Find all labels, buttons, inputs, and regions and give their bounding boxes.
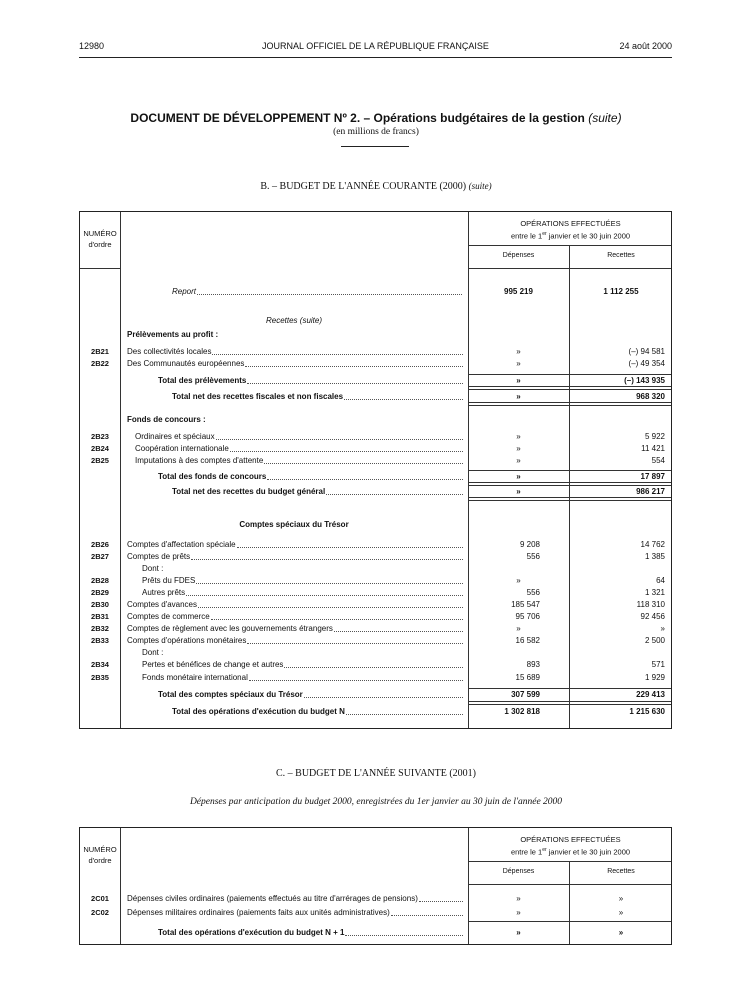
section-b-title <box>0 181 752 192</box>
section-c-note: Dépenses par anticipation du budget 2000, enregistrées du 1er janvier au 30 juin de l'année 2000 <box>189 797 563 807</box>
cell-depenses: » <box>516 908 521 917</box>
cell-recettes: 64 <box>656 576 665 585</box>
row-label <box>120 519 468 530</box>
document-title-main: DOCUMENT DE DÉVELOPPEMENT Nº 2. – Opérations budgétaires de la gestion <box>130 111 589 125</box>
leader-dots <box>304 689 463 698</box>
total-double-rule <box>468 402 671 406</box>
table-row-group-heading <box>80 647 671 658</box>
row-code: 2B22 <box>91 359 109 368</box>
leader-dots <box>267 471 463 480</box>
row-label <box>127 358 463 369</box>
total-double-rule <box>468 386 671 390</box>
row-code: 2B33 <box>91 636 109 645</box>
operations-period <box>468 229 673 242</box>
section-b-title-text: B. – BUDGET DE L'ANNÉE COURANTE (2000) <box>260 181 469 192</box>
column-header-depenses: Dépenses <box>502 868 535 875</box>
table-row-total <box>80 471 671 482</box>
row-label <box>127 623 463 634</box>
cell-recettes: (–) 49 354 <box>628 359 665 368</box>
cell-recettes: (–) 94 581 <box>628 347 665 356</box>
table-row-subheading <box>80 315 671 326</box>
table-row-group-heading <box>80 414 671 425</box>
table-row <box>80 623 671 634</box>
column-header-number <box>80 844 120 866</box>
cell-depenses: 307 599 <box>511 690 540 699</box>
row-code: 2B29 <box>91 588 109 597</box>
cell-recettes: 1 215 630 <box>629 707 665 716</box>
row-label-text: Dont : <box>142 564 164 573</box>
row-label <box>127 893 463 904</box>
table-row-report <box>80 286 671 297</box>
cell-depenses: » <box>516 392 521 401</box>
cell-depenses: » <box>516 576 521 585</box>
table-row <box>80 539 671 550</box>
row-label <box>120 315 468 326</box>
table-row <box>80 893 671 904</box>
period-sup: er <box>542 847 547 853</box>
column-header-number-line2: d'ordre <box>88 856 112 865</box>
cell-depenses: » <box>516 432 521 441</box>
row-code: 2B23 <box>91 432 109 441</box>
row-label <box>142 647 442 658</box>
period-text: entre le 1 <box>510 847 543 857</box>
running-header <box>79 41 672 55</box>
row-label-text: Comptes d'affectation spéciale <box>127 540 236 549</box>
cell-recettes: 986 217 <box>636 487 665 496</box>
row-label <box>142 659 463 670</box>
cell-depenses: 556 <box>526 588 540 597</box>
row-label-text: Coopération internationale <box>135 444 229 453</box>
cell-depenses: » <box>516 928 521 937</box>
table-row-total <box>80 689 671 700</box>
table-row-section-heading <box>80 519 671 530</box>
table-row-group-heading <box>80 563 671 574</box>
column-header-operations <box>468 835 673 858</box>
row-label <box>158 471 463 482</box>
row-code: 2B31 <box>91 612 109 621</box>
cell-depenses: 893 <box>526 660 540 669</box>
cell-recettes: » <box>618 894 624 903</box>
row-label <box>172 706 463 717</box>
budget-table-c <box>79 827 672 945</box>
row-label-text: Total net des recettes du budget général <box>172 487 326 496</box>
table-row-grand-total <box>80 706 671 717</box>
row-label <box>127 599 463 610</box>
row-label <box>142 587 463 598</box>
row-label <box>135 443 463 454</box>
column-header-operations <box>468 219 673 242</box>
row-code: 2B25 <box>91 456 109 465</box>
row-label-text: Comptes d'opérations monétaires <box>127 636 247 645</box>
cell-depenses: 15 689 <box>515 673 540 682</box>
row-label-text: Dont : <box>142 648 164 657</box>
row-label-text: Total net des recettes fiscales et non fiscales <box>172 392 344 401</box>
journal-title: JOURNAL OFFICIEL DE LA RÉPUBLIQUE FRANÇAISE <box>262 41 489 51</box>
cell-depenses: » <box>516 456 521 465</box>
leader-dots <box>212 346 463 355</box>
cell-recettes: 92 456 <box>640 612 665 621</box>
cell-recettes: 1 112 255 <box>603 287 639 296</box>
document-title <box>0 111 752 125</box>
row-label-text: Total des prélèvements <box>158 376 247 385</box>
cell-recettes: 17 897 <box>640 472 665 481</box>
leader-dots <box>249 672 463 681</box>
publication-date: 24 août 2000 <box>619 41 672 51</box>
row-label-text: Comptes spéciaux du Trésor <box>239 520 349 529</box>
table-row <box>80 575 671 586</box>
row-label <box>127 329 457 340</box>
cell-depenses: » <box>516 472 521 481</box>
table-row <box>80 659 671 670</box>
column-header-recettes: Recettes <box>607 252 635 259</box>
cell-recettes: 11 421 <box>641 444 665 453</box>
leader-dots <box>198 599 463 608</box>
leader-dots <box>326 486 463 495</box>
leader-dots <box>419 893 463 902</box>
table-row <box>80 346 671 357</box>
total-rule <box>468 921 671 922</box>
table-row-group-heading <box>80 329 671 340</box>
cell-depenses: » <box>516 894 521 903</box>
cell-depenses: » <box>516 444 521 453</box>
row-label-text: Comptes de règlement avec les gouvernements étrangers <box>127 624 333 633</box>
cell-depenses: 95 706 <box>515 612 540 621</box>
cell-recettes: 968 320 <box>636 392 665 401</box>
operations-title: OPÉRATIONS EFFECTUÉES <box>520 835 621 844</box>
cell-depenses: 9 208 <box>519 540 540 549</box>
cell-recettes: » <box>660 624 665 633</box>
column-header-depenses: Dépenses <box>502 252 535 259</box>
cell-depenses: » <box>516 376 521 385</box>
table-row <box>80 907 671 918</box>
row-label-text: Des collectivités locales <box>127 347 212 356</box>
row-code: 2B26 <box>91 540 109 549</box>
column-header-number-line1: NUMÉRO <box>83 229 117 238</box>
cell-recettes: 1 385 <box>644 552 665 561</box>
row-code: 2B21 <box>91 347 109 356</box>
column-header-number-line1: NUMÉRO <box>83 845 117 854</box>
leader-dots <box>284 659 463 668</box>
page-number: 12980 <box>79 41 105 51</box>
cell-depenses: 185 547 <box>511 600 540 609</box>
leader-dots <box>237 539 463 548</box>
row-label <box>127 907 463 918</box>
leader-dots <box>346 706 463 715</box>
document-subtitle: (en millions de francs) <box>333 127 419 137</box>
leader-dots <box>186 587 463 596</box>
header-divider <box>468 884 671 885</box>
cell-recettes: 229 413 <box>636 690 665 699</box>
table-row <box>80 672 671 683</box>
title-divider <box>341 146 409 147</box>
leader-dots <box>216 431 463 440</box>
period-sup: er <box>542 231 547 237</box>
cell-depenses: 16 582 <box>515 636 540 645</box>
table-row <box>80 551 671 562</box>
row-label-text: Des Communautés européennes <box>127 359 245 368</box>
row-label <box>142 672 463 683</box>
header-divider <box>79 57 672 58</box>
leader-dots <box>196 575 463 584</box>
cell-depenses: 995 219 <box>504 287 533 296</box>
cell-recettes: 1 321 <box>644 588 665 597</box>
row-label-text: Total des comptes spéciaux du Trésor <box>158 690 303 699</box>
row-label-text: Ordinaires et spéciaux <box>135 432 215 441</box>
leader-dots <box>191 551 463 560</box>
leader-dots <box>247 375 463 384</box>
document-title-suite: (suite) <box>588 111 622 125</box>
row-label-text: Imputations à des comptes d'attente <box>135 456 264 465</box>
row-label <box>135 455 463 466</box>
column-header-recettes: Recettes <box>607 868 635 875</box>
table-row <box>80 443 671 454</box>
cell-recettes: 14 762 <box>640 540 665 549</box>
cell-recettes: » <box>618 908 624 917</box>
cell-depenses: » <box>516 347 521 356</box>
cell-recettes: (–) 143 935 <box>624 376 665 385</box>
period-text: entre le 1 <box>510 231 543 241</box>
row-label <box>158 689 463 700</box>
row-label <box>172 391 463 402</box>
row-label <box>127 414 457 425</box>
table-row <box>80 635 671 646</box>
row-label-text: Pertes et bénéfices de change et autres <box>142 660 284 669</box>
row-code: 2B30 <box>91 600 109 609</box>
row-label-text: Total des fonds de concours <box>158 472 267 481</box>
table-row-total <box>80 391 671 402</box>
table-row <box>80 599 671 610</box>
period-text: janvier et le 30 juin 2000 <box>546 231 631 241</box>
row-label-text: Recettes (suite) <box>265 316 323 325</box>
row-code: 2B24 <box>91 444 109 453</box>
table-row <box>80 587 671 598</box>
row-label <box>127 539 463 550</box>
row-label-text: Total des opérations d'exécution du budget N + 1 <box>158 928 345 937</box>
cell-recettes: 1 929 <box>644 673 665 682</box>
table-row <box>80 431 671 442</box>
total-double-rule <box>468 497 671 501</box>
cell-depenses: » <box>516 487 521 496</box>
row-label-text: Total des opérations d'exécution du budget N <box>172 707 345 716</box>
row-label-text: Comptes de commerce <box>127 612 210 621</box>
row-label-text: Report <box>172 287 197 296</box>
leader-dots <box>247 635 463 644</box>
row-code: 2C01 <box>91 894 109 903</box>
row-label <box>127 551 463 562</box>
cell-recettes: 2 500 <box>644 636 665 645</box>
row-label <box>172 286 462 297</box>
cell-recettes: 571 <box>651 660 665 669</box>
row-label-text: Prélèvements au profit : <box>127 330 219 339</box>
leader-dots <box>334 623 463 632</box>
section-b-title-suite: (suite) <box>468 181 492 191</box>
cell-depenses: » <box>516 624 521 633</box>
header-divider <box>468 245 671 246</box>
row-label <box>158 375 463 386</box>
row-label <box>127 611 463 622</box>
cell-recettes: 554 <box>651 456 665 465</box>
cell-recettes: 118 310 <box>636 600 665 609</box>
row-code: 2B28 <box>91 576 109 585</box>
header-divider <box>468 861 671 862</box>
operations-title: OPÉRATIONS EFFECTUÉES <box>520 219 621 228</box>
table-row <box>80 611 671 622</box>
table-row <box>80 455 671 466</box>
table-row-total <box>80 375 671 386</box>
row-label <box>158 927 463 938</box>
row-code: 2C02 <box>91 908 109 917</box>
column-header-number-line2: d'ordre <box>88 240 112 249</box>
leader-dots <box>391 907 463 916</box>
cell-depenses: 1 302 818 <box>504 707 540 716</box>
section-c-title: C. – BUDGET DE L'ANNÉE SUIVANTE (2001) <box>275 768 477 779</box>
leader-dots <box>245 358 463 367</box>
row-label-text: Comptes de prêts <box>127 552 191 561</box>
table-row-total <box>80 486 671 497</box>
row-label-text: Fonds de concours : <box>127 415 206 424</box>
row-label-text: Autres prêts <box>142 588 186 597</box>
row-label-text: Comptes d'avances <box>127 600 198 609</box>
column-header-number <box>80 228 120 250</box>
row-code: 2B34 <box>91 660 109 669</box>
table-row-total <box>80 927 671 938</box>
leader-dots <box>345 927 463 936</box>
leader-dots <box>264 455 463 464</box>
header-divider <box>468 268 671 269</box>
header-divider <box>80 268 120 269</box>
budget-table-b <box>79 211 672 729</box>
row-code: 2B32 <box>91 624 109 633</box>
row-label-text: Fonds monétaire international <box>142 673 248 682</box>
cell-recettes: 5 922 <box>644 432 665 441</box>
row-label <box>127 346 463 357</box>
row-label <box>142 563 442 574</box>
leader-dots <box>197 286 462 295</box>
row-label <box>127 635 463 646</box>
cell-depenses: 556 <box>526 552 540 561</box>
row-label-text: Dépenses militaires ordinaires (paiements faits aux unités administratives) <box>127 908 390 917</box>
row-label <box>172 486 463 497</box>
row-code: 2B27 <box>91 552 109 561</box>
row-label <box>135 431 463 442</box>
total-double-rule <box>468 701 671 705</box>
leader-dots <box>344 391 463 400</box>
operations-period <box>468 845 673 858</box>
leader-dots <box>230 443 463 452</box>
period-text: janvier et le 30 juin 2000 <box>546 847 631 857</box>
row-label-text: Dépenses civiles ordinaires (paiements effectués au titre d'arrérages de pensions) <box>127 894 418 903</box>
row-label-text: Prêts du FDES <box>142 576 196 585</box>
leader-dots <box>211 611 463 620</box>
cell-recettes: » <box>618 928 624 937</box>
row-label <box>142 575 463 586</box>
row-code: 2B35 <box>91 673 109 682</box>
cell-depenses: » <box>516 359 521 368</box>
table-row <box>80 358 671 369</box>
